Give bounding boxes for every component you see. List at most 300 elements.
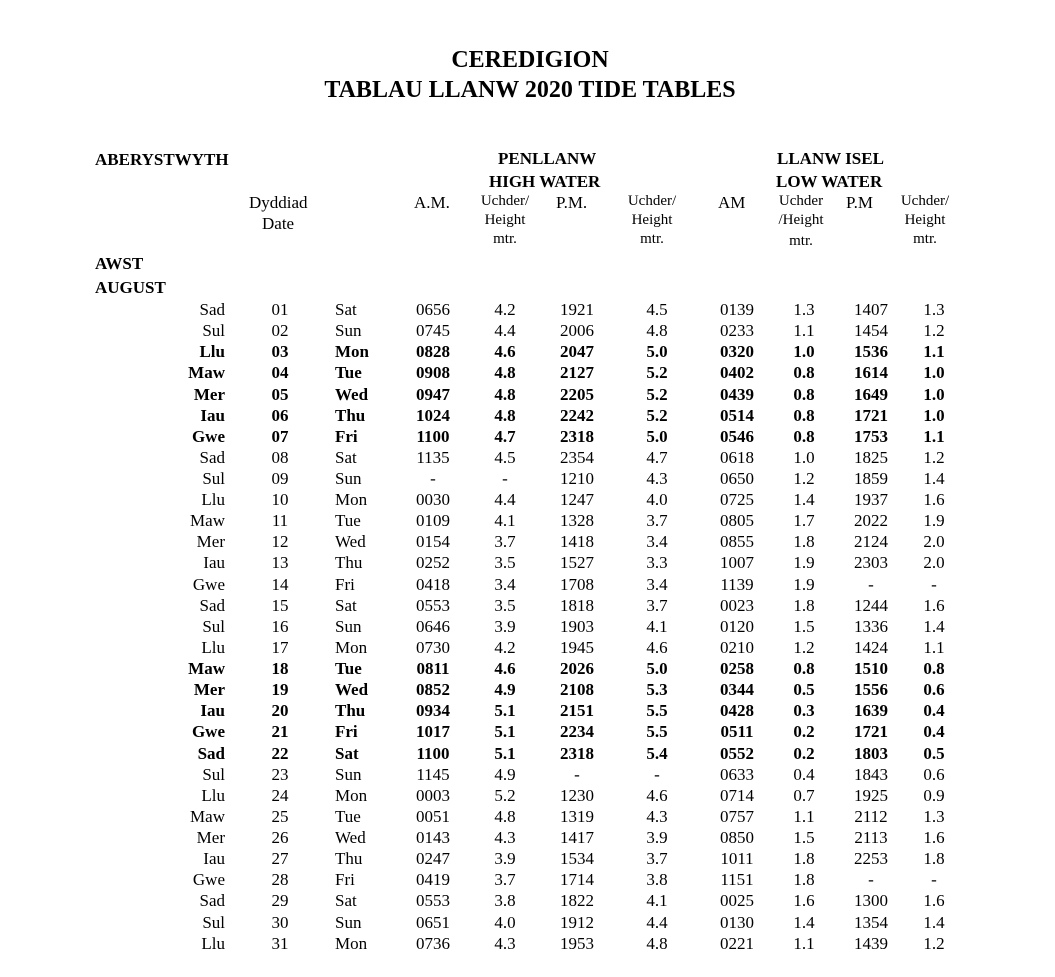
- lw-pm-height-cell: 1.6: [923, 490, 945, 510]
- table-row: [0, 426, 1055, 447]
- date-cell: 30: [271, 912, 289, 932]
- date-cell: 29: [271, 891, 289, 911]
- lw-pm-height-line2: Height: [904, 212, 946, 228]
- day-english-cell: Fri: [335, 574, 355, 594]
- lw-pm-time-cell: 1354: [854, 912, 888, 932]
- hw-pm-time-cell: 2108: [560, 680, 594, 700]
- lw-pm-height-cell: 1.1: [923, 426, 945, 446]
- day-welsh-cell: Iau: [200, 701, 225, 721]
- lw-pm-height-line1: Uchder/: [900, 193, 950, 209]
- date-cell: 25: [271, 806, 289, 826]
- lw-am-time-cell: 0344: [720, 680, 754, 700]
- hw-pm-height-line2: Height: [631, 212, 673, 228]
- date-cell: 23: [271, 764, 289, 784]
- day-welsh-cell: Sad: [199, 447, 225, 467]
- hw-am-height-cell: 4.4: [494, 321, 516, 341]
- hw-am-height-cell: 4.8: [494, 806, 516, 826]
- low-water-english-header: LOW WATER: [776, 172, 883, 191]
- date-cell: 08: [271, 447, 289, 467]
- day-english-cell: Sun: [335, 469, 362, 488]
- lw-am-time-cell: 0023: [720, 595, 754, 615]
- hw-am-time-cell: 0418: [416, 574, 450, 594]
- day-welsh-cell: Maw: [190, 806, 225, 826]
- lw-pm-time-cell: 1614: [854, 363, 888, 383]
- hw-pm-height-cell: 5.2: [646, 405, 668, 425]
- lw-pm-height-cell: 2.0: [923, 553, 945, 573]
- hw-pm-time-cell: 2242: [560, 405, 594, 425]
- lw-am-height-cell: 1.8: [793, 595, 815, 615]
- high-water-welsh-header: PENLLANW: [498, 149, 597, 168]
- lw-pm-height-cell: 1.6: [923, 891, 945, 911]
- lw-pm-time-cell: 1556: [854, 680, 888, 700]
- table-row: [0, 806, 1055, 827]
- lw-pm-height-cell: 0.4: [923, 701, 945, 721]
- day-english-cell: Sat: [335, 300, 357, 319]
- hw-pm-time-cell: 1534: [560, 849, 594, 869]
- day-english-cell: Tue: [335, 659, 362, 678]
- lw-am-height-cell: 0.8: [793, 426, 815, 446]
- day-welsh-cell: Maw: [188, 363, 225, 383]
- day-welsh-cell: Sad: [199, 300, 225, 319]
- hw-pm-height-cell: 5.3: [646, 680, 668, 700]
- lw-am-time-cell: 0320: [720, 342, 754, 362]
- day-english-cell: Tue: [335, 511, 361, 531]
- high-water-english-header: HIGH WATER: [489, 172, 601, 191]
- lw-pm-height-cell: 1.4: [923, 912, 945, 932]
- hw-am-time-cell: 0030: [416, 490, 450, 510]
- lw-pm-height-cell: 1.3: [923, 806, 945, 826]
- table-row: [0, 341, 1055, 362]
- lw-am-time-cell: 0633: [720, 764, 754, 784]
- lw-pm-height-cell: 1.0: [923, 405, 945, 425]
- date-cell: 05: [271, 384, 289, 404]
- day-welsh-cell: Sul: [202, 912, 225, 932]
- lw-am-time-cell: 1151: [720, 870, 754, 890]
- hw-pm-time-cell: 2127: [560, 363, 594, 383]
- hw-pm-time-cell: 1822: [560, 891, 594, 911]
- hw-pm-time-cell: 1230: [560, 785, 594, 805]
- lw-pm-time-cell: 1649: [854, 384, 888, 404]
- hw-pm-time-cell: 1818: [560, 595, 594, 615]
- low-water-welsh-header: LLANW ISEL: [777, 149, 884, 168]
- day-welsh-cell: Sul: [202, 616, 225, 636]
- hw-am-time-cell: 1135: [416, 447, 450, 467]
- lw-am-time-cell: 1007: [720, 553, 754, 573]
- day-english-cell: Sun: [335, 912, 362, 932]
- hw-am-time-cell: 0947: [416, 384, 450, 404]
- day-welsh-cell: Llu: [201, 637, 225, 657]
- lw-pm-height-line3: mtr.: [913, 231, 937, 247]
- hw-am-height-cell: 3.9: [494, 849, 516, 869]
- hw-am-height-cell: 3.7: [494, 532, 516, 552]
- lw-am-height-cell: 0.3: [793, 701, 815, 721]
- lw-pm-time-cell: 2253: [854, 849, 888, 869]
- hw-am-height-cell: 4.8: [494, 405, 516, 425]
- hw-am-height-cell: 4.6: [494, 659, 516, 678]
- day-welsh-cell: Gwe: [191, 426, 225, 446]
- hw-pm-time-cell: 2205: [560, 384, 594, 404]
- hw-pm-height-cell: 4.5: [646, 300, 668, 319]
- day-english-cell: Sun: [335, 321, 362, 341]
- hw-pm-time-cell: 1328: [560, 511, 594, 531]
- day-english-cell: Sat: [335, 743, 359, 763]
- lw-pm-time-cell: 2124: [854, 532, 888, 552]
- hw-pm-time-cell: 1417: [560, 828, 594, 847]
- hw-pm-height-cell: 3.7: [646, 595, 668, 615]
- lw-pm-height-cell: -: [931, 574, 937, 594]
- hw-pm-height-cell: 3.9: [646, 828, 668, 847]
- lw-pm-time-cell: 1424: [854, 637, 888, 657]
- lw-am-height-cell: 0.8: [793, 405, 815, 425]
- hw-pm-time-cell: 1953: [560, 933, 594, 953]
- lw-am-time-cell: 0714: [720, 785, 754, 805]
- day-english-cell: Wed: [335, 532, 366, 552]
- date-cell: 06: [271, 405, 289, 425]
- hw-am-height-cell: 4.9: [494, 680, 516, 700]
- hw-pm-height-line1: Uchder/: [627, 193, 677, 209]
- hw-pm-time-cell: 1527: [560, 553, 594, 573]
- hw-am-height-cell: 4.1: [494, 511, 516, 531]
- lw-am-height-cell: 1.9: [793, 553, 815, 573]
- lw-am-time-cell: 0757: [720, 806, 754, 826]
- hw-am-height-cell: 3.8: [494, 891, 516, 911]
- hw-pm-height-cell: 4.0: [646, 490, 668, 510]
- day-english-cell: Fri: [335, 870, 355, 890]
- lw-pm-height-cell: 1.4: [923, 469, 945, 488]
- hw-pm-height-cell: 4.1: [646, 616, 668, 636]
- hw-pm-height-cell: 4.4: [646, 912, 668, 932]
- lw-am-height-cell: 1.1: [793, 933, 815, 953]
- hw-pm-time-cell: 2006: [560, 321, 594, 341]
- hw-pm-time-cell: 1912: [560, 912, 594, 932]
- lw-pm-height-cell: -: [931, 870, 937, 890]
- day-english-cell: Mon: [335, 637, 368, 657]
- hw-am-height-header: [476, 192, 534, 249]
- hw-am-time-cell: 0908: [416, 363, 450, 383]
- lw-am-height-cell: 1.2: [793, 637, 815, 657]
- month-welsh: AWST: [95, 254, 144, 273]
- lw-am-height-cell: 1.0: [793, 447, 815, 467]
- hw-am-time-cell: 0553: [416, 891, 450, 911]
- day-welsh-cell: Gwe: [191, 722, 225, 742]
- lw-am-height-cell: 0.5: [793, 680, 815, 700]
- date-cell: 26: [271, 828, 289, 847]
- table-row: [0, 912, 1055, 933]
- date-cell: 12: [271, 532, 289, 552]
- hw-pm-height-cell: -: [654, 764, 660, 784]
- hw-pm-height-cell: 4.6: [646, 785, 668, 805]
- hw-am-time-cell: 0852: [416, 680, 450, 700]
- lw-pm-time-cell: 2022: [854, 511, 888, 531]
- day-welsh-cell: Iau: [203, 553, 225, 573]
- hw-am-time-cell: 1024: [416, 405, 450, 425]
- hw-am-height-cell: 4.3: [494, 828, 516, 847]
- lw-am-height-cell: 0.8: [793, 363, 815, 383]
- hw-am-header: A.M.: [414, 193, 450, 212]
- table-row: [0, 658, 1055, 679]
- day-english-cell: Thu: [335, 701, 366, 721]
- table-row: [0, 468, 1055, 489]
- hw-pm-time-cell: 2047: [560, 342, 594, 362]
- lw-pm-time-cell: 1439: [854, 933, 888, 953]
- day-welsh-cell: Gwe: [192, 870, 225, 890]
- day-english-cell: Sun: [335, 616, 362, 636]
- lw-pm-height-cell: 1.1: [923, 342, 945, 362]
- page-title: CEREDIGION: [451, 47, 609, 73]
- date-cell: 10: [271, 490, 289, 510]
- hw-pm-height-cell: 4.3: [646, 469, 668, 488]
- hw-am-height-cell: 4.6: [494, 342, 516, 362]
- lw-am-height-cell: 1.6: [793, 891, 815, 911]
- table-row: [0, 827, 1055, 848]
- lw-am-height-line3: mtr.: [789, 233, 813, 249]
- lw-am-height-cell: 1.7: [793, 511, 815, 531]
- day-welsh-cell: Sul: [202, 469, 225, 488]
- hw-pm-height-cell: 5.5: [646, 722, 668, 742]
- lw-am-height-header: [774, 192, 828, 251]
- lw-am-height-cell: 1.5: [793, 616, 815, 636]
- day-welsh-cell: Llu: [201, 490, 225, 510]
- lw-pm-height-cell: 0.6: [923, 764, 945, 784]
- hw-pm-height-cell: 4.6: [646, 637, 668, 657]
- table-row: [0, 890, 1055, 911]
- hw-am-height-cell: 5.1: [494, 701, 516, 721]
- date-cell: 31: [271, 933, 289, 953]
- table-row: [0, 743, 1055, 764]
- date-cell: 18: [271, 659, 289, 678]
- hw-am-height-cell: 3.4: [494, 574, 516, 594]
- day-english-cell: Mon: [335, 785, 368, 805]
- table-row: [0, 405, 1055, 426]
- day-english-cell: Fri: [335, 722, 358, 742]
- lw-pm-time-cell: 1825: [854, 447, 888, 467]
- day-welsh-cell: Sad: [197, 743, 225, 763]
- day-english-cell: Thu: [335, 405, 366, 425]
- hw-pm-time-cell: 1708: [560, 574, 594, 594]
- table-row: [0, 574, 1055, 595]
- lw-am-height-cell: 0.8: [793, 384, 815, 404]
- date-cell: 17: [271, 637, 289, 657]
- lw-pm-height-cell: 1.0: [923, 363, 945, 383]
- lw-am-height-cell: 1.0: [793, 342, 815, 362]
- date-cell: 28: [271, 870, 289, 890]
- lw-pm-height-cell: 1.1: [923, 637, 945, 657]
- lw-pm-height-cell: 1.8: [923, 849, 945, 869]
- lw-pm-height-cell: 1.2: [923, 321, 945, 341]
- hw-pm-time-cell: 1714: [560, 870, 594, 890]
- lw-am-time-cell: 0805: [720, 511, 754, 531]
- hw-pm-time-cell: 2234: [560, 722, 594, 742]
- day-welsh-cell: Mer: [193, 680, 225, 700]
- lw-am-height-cell: 1.3: [793, 300, 815, 319]
- lw-pm-time-cell: -: [868, 574, 874, 594]
- date-cell: 15: [271, 595, 289, 615]
- day-welsh-cell: Iau: [203, 849, 225, 869]
- day-welsh-cell: Maw: [190, 511, 225, 531]
- lw-am-time-cell: 0139: [720, 300, 754, 319]
- lw-am-time-cell: 1139: [720, 574, 754, 594]
- day-english-cell: Sat: [335, 595, 357, 615]
- lw-pm-height-cell: 1.4: [923, 616, 945, 636]
- lw-am-time-cell: 0514: [720, 405, 754, 425]
- day-english-cell: Thu: [335, 849, 363, 869]
- lw-am-time-cell: 0258: [720, 659, 754, 678]
- date-cell: 13: [271, 553, 289, 573]
- hw-pm-time-cell: 2026: [560, 659, 594, 678]
- lw-am-height-line1: Uchder: [778, 193, 824, 209]
- table-row: [0, 320, 1055, 341]
- lw-pm-time-cell: 1721: [854, 722, 888, 742]
- lw-am-time-cell: 0130: [720, 912, 754, 932]
- hw-pm-time-cell: 1921: [560, 300, 594, 319]
- month-english: AUGUST: [95, 278, 166, 297]
- hw-am-time-cell: 1017: [416, 722, 450, 742]
- day-english-cell: Wed: [335, 384, 369, 404]
- day-english-cell: Fri: [335, 426, 358, 446]
- table-row: [0, 785, 1055, 806]
- hw-pm-time-cell: 2354: [560, 447, 594, 467]
- hw-am-height-cell: 4.2: [494, 300, 516, 319]
- hw-pm-time-cell: 2318: [560, 426, 594, 446]
- hw-am-time-cell: 1145: [416, 764, 450, 784]
- hw-am-height-cell: -: [502, 469, 508, 488]
- hw-pm-height-cell: 5.4: [646, 743, 668, 763]
- hw-pm-height-cell: 4.8: [646, 321, 668, 341]
- hw-am-height-cell: 4.3: [494, 933, 516, 953]
- day-welsh-cell: Maw: [188, 659, 225, 678]
- hw-pm-height-cell: 4.3: [646, 806, 668, 826]
- hw-am-height-cell: 4.7: [494, 426, 516, 446]
- lw-pm-height-cell: 1.2: [923, 933, 945, 953]
- hw-am-time-cell: 0252: [416, 553, 450, 573]
- hw-am-time-cell: 0553: [416, 595, 450, 615]
- date-cell: 24: [271, 785, 289, 805]
- hw-am-time-cell: 0109: [416, 511, 450, 531]
- lw-am-height-cell: 1.4: [793, 912, 815, 932]
- lw-am-height-cell: 0.4: [793, 764, 815, 784]
- lw-am-time-cell: 0428: [720, 701, 754, 721]
- lw-am-height-cell: 0.8: [793, 659, 815, 678]
- hw-pm-height-cell: 5.5: [646, 701, 668, 721]
- lw-am-time-cell: 1011: [720, 849, 754, 869]
- date-cell: 16: [271, 616, 289, 636]
- lw-pm-height-cell: 0.9: [923, 785, 945, 805]
- hw-am-time-cell: 1100: [416, 426, 450, 446]
- lw-pm-height-cell: 1.3: [923, 300, 945, 319]
- hw-am-height-cell: 4.0: [494, 912, 516, 932]
- hw-pm-height-cell: 3.7: [646, 849, 668, 869]
- hw-am-time-cell: 0154: [416, 532, 450, 552]
- table-row: [0, 362, 1055, 383]
- hw-am-time-cell: 0247: [416, 849, 450, 869]
- lw-am-height-cell: 1.1: [793, 806, 815, 826]
- hw-pm-height-cell: 3.7: [646, 511, 668, 531]
- table-row: [0, 848, 1055, 869]
- hw-pm-height-cell: 4.1: [646, 891, 668, 911]
- date-cell: 19: [271, 680, 289, 700]
- hw-am-time-cell: 0419: [416, 870, 450, 890]
- hw-pm-time-cell: 1903: [560, 616, 594, 636]
- day-english-cell: Wed: [335, 680, 369, 700]
- hw-am-time-cell: 1100: [416, 743, 450, 763]
- lw-pm-time-cell: 1244: [854, 595, 888, 615]
- hw-am-height-cell: 4.8: [494, 363, 516, 383]
- hw-pm-height-header: [623, 192, 681, 249]
- day-english-cell: Wed: [335, 828, 366, 847]
- table-row: [0, 595, 1055, 616]
- date-cell: 20: [271, 701, 289, 721]
- lw-am-height-cell: 1.8: [793, 870, 815, 890]
- lw-am-time-cell: 0552: [720, 743, 754, 763]
- date-cell: 22: [271, 743, 289, 763]
- date-header-english: Date: [262, 214, 295, 233]
- hw-pm-time-cell: 1945: [560, 637, 594, 657]
- date-cell: 01: [271, 300, 289, 319]
- day-english-cell: Mon: [335, 342, 369, 362]
- day-welsh-cell: Sul: [202, 321, 225, 341]
- hw-am-time-cell: 0051: [416, 806, 450, 826]
- lw-pm-time-cell: 1843: [854, 764, 888, 784]
- table-row: [0, 869, 1055, 890]
- hw-am-height-line1: Uchder/: [480, 193, 530, 209]
- day-english-cell: Mon: [335, 490, 368, 510]
- day-welsh-cell: Mer: [196, 532, 225, 552]
- table-row: [0, 721, 1055, 742]
- lw-am-time-cell: 0725: [720, 490, 754, 510]
- table-row: [0, 447, 1055, 468]
- hw-am-height-cell: 3.9: [494, 616, 516, 636]
- lw-am-height-cell: 1.8: [793, 532, 815, 552]
- day-welsh-cell: Sad: [199, 891, 225, 911]
- table-row: [0, 299, 1055, 320]
- hw-am-time-cell: -: [430, 469, 436, 488]
- hw-pm-height-cell: 3.4: [646, 574, 668, 594]
- hw-am-height-cell: 5.2: [494, 785, 516, 805]
- lw-pm-height-cell: 0.8: [923, 659, 945, 678]
- day-welsh-cell: Sul: [202, 764, 225, 784]
- lw-am-height-cell: 1.8: [793, 849, 815, 869]
- table-row: [0, 384, 1055, 405]
- lw-pm-height-header: [896, 192, 954, 249]
- lw-am-height-cell: 1.2: [793, 469, 815, 488]
- hw-pm-height-cell: 5.2: [646, 363, 668, 383]
- lw-pm-time-cell: 1536: [854, 342, 888, 362]
- day-welsh-cell: Mer: [196, 828, 225, 847]
- hw-am-time-cell: 0730: [416, 637, 450, 657]
- hw-am-height-line2: Height: [484, 212, 526, 228]
- day-welsh-cell: Gwe: [192, 574, 225, 594]
- hw-pm-header: P.M.: [556, 193, 588, 212]
- lw-pm-height-cell: 0.5: [923, 743, 945, 763]
- day-welsh-cell: Llu: [199, 342, 225, 362]
- hw-am-height-cell: 3.5: [494, 553, 516, 573]
- day-welsh-cell: Llu: [201, 933, 225, 953]
- table-row: [0, 933, 1055, 954]
- lw-am-height-line2: /Height: [778, 212, 824, 228]
- location-label: ABERYSTWYTH: [95, 150, 229, 169]
- lw-am-height-cell: 1.9: [793, 574, 815, 594]
- lw-pm-height-cell: 0.4: [923, 722, 945, 742]
- lw-am-height-cell: 0.2: [793, 743, 815, 763]
- hw-pm-height-cell: 5.2: [646, 384, 668, 404]
- day-welsh-cell: Iau: [200, 405, 225, 425]
- hw-am-height-cell: 4.5: [494, 447, 516, 467]
- lw-am-time-cell: 0546: [720, 426, 754, 446]
- table-row: [0, 679, 1055, 700]
- lw-pm-height-cell: 2.0: [923, 532, 945, 552]
- lw-am-time-cell: 0511: [720, 722, 754, 742]
- hw-am-time-cell: 0934: [416, 701, 450, 721]
